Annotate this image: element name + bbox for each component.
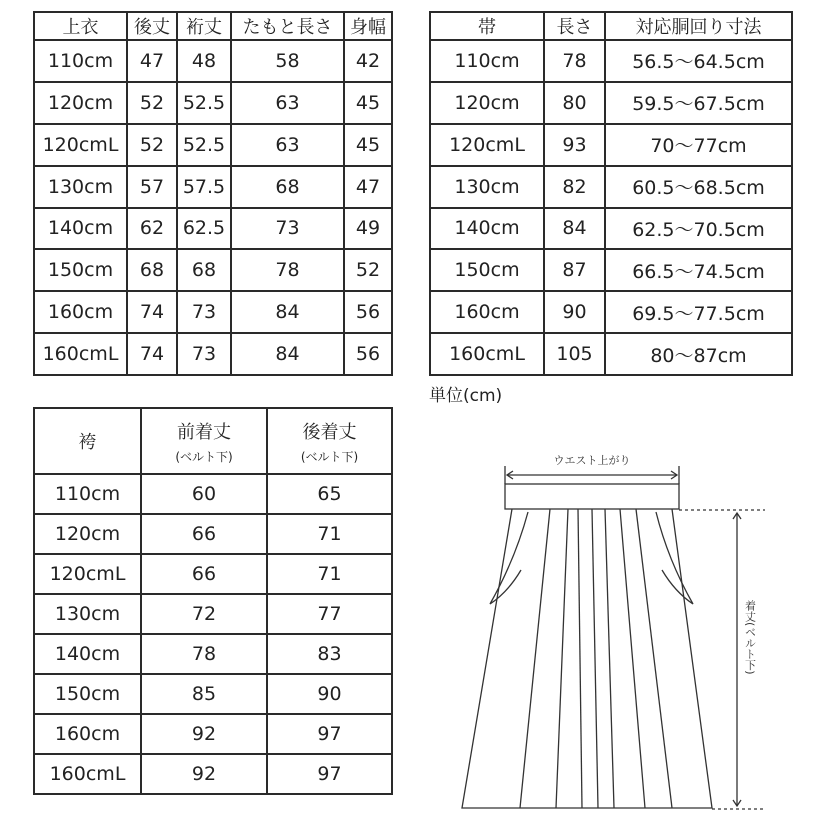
size-cell: 140cm	[34, 634, 141, 674]
value-cell: 62.5～70.5cm	[605, 208, 792, 250]
value-cell: 69.5～77.5cm	[605, 291, 792, 333]
value-cell: 97	[267, 754, 392, 794]
size-cell: 130cm	[34, 166, 127, 208]
size-cell: 150cm	[34, 674, 141, 714]
value-cell: 66	[141, 554, 267, 594]
value-cell: 84	[231, 333, 344, 375]
size-cell: 120cm	[34, 82, 127, 124]
value-cell: 78	[231, 249, 344, 291]
column-header: 身幅	[344, 12, 392, 40]
value-cell: 73	[177, 333, 231, 375]
value-cell: 90	[267, 674, 392, 714]
column-header-note: (ベルト下)	[300, 449, 359, 464]
size-cell: 120cmL	[34, 124, 127, 166]
pleat-line	[578, 509, 582, 808]
value-cell: 68	[177, 249, 231, 291]
value-cell: 52	[127, 82, 177, 124]
unit-label: 単位(cm)	[429, 386, 503, 406]
value-cell: 58	[231, 40, 344, 82]
value-cell: 90	[544, 291, 605, 333]
value-cell: 59.5～67.5cm	[605, 82, 792, 124]
size-cell: 150cm	[34, 249, 127, 291]
value-cell: 56	[344, 291, 392, 333]
pleat-line	[605, 509, 614, 808]
pleat-line	[592, 509, 598, 808]
size-cell: 120cm	[34, 514, 141, 554]
length-label: 着丈(ベルト下)	[743, 600, 757, 675]
value-cell: 78	[544, 40, 605, 82]
value-cell: 63	[231, 82, 344, 124]
value-cell: 56.5～64.5cm	[605, 40, 792, 82]
hakama-outline	[462, 509, 712, 808]
value-cell: 78	[141, 634, 267, 674]
column-header-label: 前着丈	[177, 421, 231, 443]
value-cell: 42	[344, 40, 392, 82]
size-cell: 120cmL	[34, 554, 141, 594]
pleat-line	[520, 509, 550, 808]
column-header: たもと長さ	[231, 12, 344, 40]
value-cell: 73	[231, 208, 344, 250]
value-cell: 45	[344, 82, 392, 124]
column-header: 後丈	[127, 12, 177, 40]
value-cell: 57.5	[177, 166, 231, 208]
value-cell: 87	[544, 249, 605, 291]
size-cell: 140cm	[34, 208, 127, 250]
value-cell: 52	[344, 249, 392, 291]
size-cell: 160cmL	[34, 333, 127, 375]
value-cell: 77	[267, 594, 392, 634]
value-cell: 52.5	[177, 82, 231, 124]
value-cell: 68	[231, 166, 344, 208]
size-cell: 140cm	[430, 208, 544, 250]
value-cell: 60	[141, 474, 267, 514]
column-header-label: 袴	[78, 432, 97, 453]
value-cell: 92	[141, 754, 267, 794]
value-cell: 72	[141, 594, 267, 634]
value-cell: 52	[127, 124, 177, 166]
column-header: 裄丈	[177, 12, 231, 40]
value-cell: 66.5～74.5cm	[605, 249, 792, 291]
value-cell: 71	[267, 514, 392, 554]
size-cell: 120cm	[430, 82, 544, 124]
value-cell: 48	[177, 40, 231, 82]
size-cell: 160cmL	[34, 754, 141, 794]
value-cell: 93	[544, 124, 605, 166]
value-cell: 73	[177, 291, 231, 333]
column-header: 上衣	[34, 12, 127, 40]
value-cell: 60.5～68.5cm	[605, 166, 792, 208]
value-cell: 62	[127, 208, 177, 250]
value-cell: 63	[231, 124, 344, 166]
value-cell: 68	[127, 249, 177, 291]
column-header: 長さ	[544, 12, 605, 40]
value-cell: 45	[344, 124, 392, 166]
size-cell: 130cm	[430, 166, 544, 208]
size-cell: 110cm	[34, 474, 141, 514]
size-cell: 110cm	[34, 40, 127, 82]
value-cell: 97	[267, 714, 392, 754]
pleat-line	[556, 509, 568, 808]
value-cell: 105	[544, 333, 605, 375]
size-cell: 110cm	[430, 40, 544, 82]
waist-label: ウエスト上がり	[553, 454, 631, 467]
value-cell: 80	[544, 82, 605, 124]
column-header: 対応胴回り寸法	[605, 12, 792, 40]
value-cell: 57	[127, 166, 177, 208]
value-cell: 84	[544, 208, 605, 250]
value-cell: 92	[141, 714, 267, 754]
value-cell: 65	[267, 474, 392, 514]
size-cell: 160cm	[34, 714, 141, 754]
value-cell: 66	[141, 514, 267, 554]
column-header: 帯	[430, 12, 544, 40]
value-cell: 83	[267, 634, 392, 674]
value-cell: 74	[127, 291, 177, 333]
size-cell: 160cm	[34, 291, 127, 333]
size-cell: 160cmL	[430, 333, 544, 375]
value-cell: 74	[127, 333, 177, 375]
value-cell: 52.5	[177, 124, 231, 166]
size-cell: 130cm	[34, 594, 141, 634]
value-cell: 71	[267, 554, 392, 594]
size-cell: 150cm	[430, 249, 544, 291]
value-cell: 85	[141, 674, 267, 714]
value-cell: 62.5	[177, 208, 231, 250]
value-cell: 47	[344, 166, 392, 208]
value-cell: 49	[344, 208, 392, 250]
value-cell: 82	[544, 166, 605, 208]
column-header-note: (ベルト下)	[175, 449, 233, 464]
size-cell: 160cm	[430, 291, 544, 333]
value-cell: 56	[344, 333, 392, 375]
value-cell: 47	[127, 40, 177, 82]
size-cell: 120cmL	[430, 124, 544, 166]
value-cell: 80～87cm	[605, 333, 792, 375]
value-cell: 70～77cm	[605, 124, 792, 166]
value-cell: 84	[231, 291, 344, 333]
hakama-belt	[505, 484, 679, 509]
column-header-label: 後着丈	[302, 421, 357, 443]
